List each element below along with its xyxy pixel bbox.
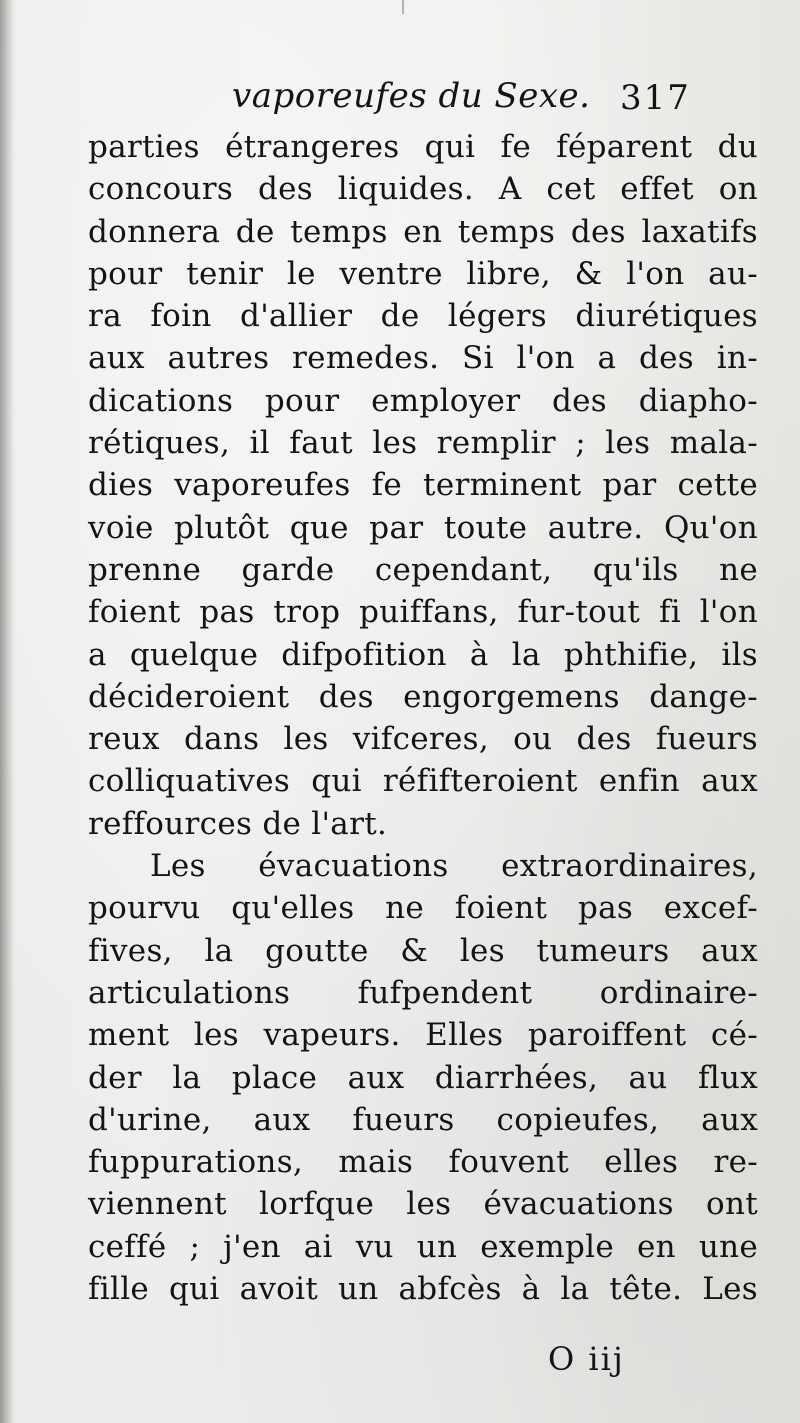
text-line: fives, la goutte & les tumeurs aux: [88, 932, 758, 969]
text-line: der la place aux diarrhées, au flux: [88, 1059, 758, 1096]
running-title: vaporeufes du Sexe.: [232, 76, 591, 116]
text-line: articulations fufpendent ordinaire-: [88, 974, 758, 1011]
text-line: reffources de l'art.: [88, 805, 388, 842]
text-line: d'urine, aux fueurs copieufes, aux: [88, 1101, 758, 1138]
paragraph-first-line: Les évacuations extraordinaires,: [150, 848, 758, 885]
text-line: aux autres remedes. Si l'on a des in-: [88, 340, 758, 377]
text-line: dies vaporeufes fe terminent par cette: [88, 467, 758, 504]
running-head: [232, 76, 712, 126]
text-line: dications pour employer des diapho-: [88, 382, 758, 419]
text-line: ment les vapeurs. Elles paroiffent cé-: [88, 1017, 758, 1054]
text-line: fuppurations, mais fouvent elles re-: [88, 1144, 758, 1181]
text-line: foient pas trop puiffans, fur-tout fi l'on: [88, 594, 758, 631]
text-line: pour tenir le ventre libre, & l'on au-: [88, 255, 758, 292]
text-line: fille qui avoit un abfcès à la tête. Les: [88, 1271, 758, 1308]
text-line: ceffé ; j'en ai vu un exemple en une: [88, 1228, 758, 1265]
body-text: [88, 126, 758, 1310]
text-line: pourvu qu'elles ne foient pas excef-: [88, 890, 758, 927]
text-line: colliquatives qui réfifteroient enfin aux: [88, 763, 758, 800]
text-line: a quelque difpofition à la phthifie, ils: [88, 636, 758, 673]
text-line: reux dans les vifceres, ou des fueurs: [88, 721, 758, 758]
text-line: prenne garde cependant, qu'ils ne: [88, 551, 758, 588]
text-line: parties étrangeres qui fe féparent du: [88, 129, 758, 165]
text-line: viennent lorfque les évacuations ont: [88, 1186, 758, 1223]
text-line: ra foin d'allier de légers diurétiques: [88, 298, 758, 335]
page-number: 317: [620, 78, 691, 118]
text-line: voie plutôt que par toute autre. Qu'on: [88, 509, 758, 546]
text-line: concours des liquides. A cet effet on: [88, 171, 758, 208]
signature-mark: O iij: [548, 1340, 625, 1378]
gutter-shadow: [0, 0, 14, 1423]
text-line: donnera de temps en temps des laxatifs: [88, 213, 758, 250]
text-line: rétiques, il faut les remplir ; les mala-: [88, 425, 758, 462]
text-line: décideroient des engorgemens dange-: [88, 678, 758, 715]
print-speck: [402, 0, 404, 14]
